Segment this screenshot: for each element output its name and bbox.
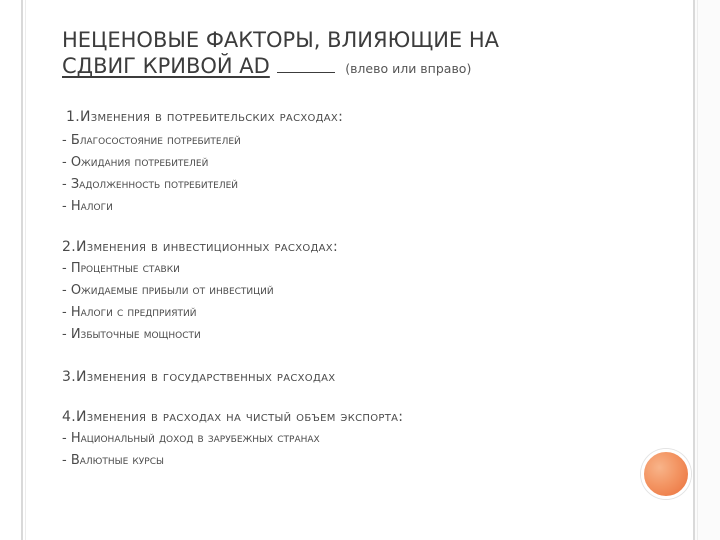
section-heading: 3.Изменения в государственных расходах (62, 369, 336, 385)
section-heading: 1.Изменения в потребительских расходах: (66, 109, 344, 125)
list-item: - Валютные курсы (62, 453, 164, 468)
list-item: - Процентные ставки (62, 261, 180, 276)
section-government (62, 366, 335, 388)
slide-title (62, 27, 682, 82)
title-underline-gap (277, 54, 335, 73)
list-item: - Избыточные мощности (62, 327, 201, 342)
section-investment (62, 236, 338, 346)
section-heading: 4.Изменения в расходах на чистый объем экспорта: (62, 409, 404, 425)
list-item: - Налоги (62, 199, 113, 214)
list-item: - Ожидания потребителей (62, 155, 209, 170)
right-border-line-inner (697, 0, 698, 540)
left-border-line (21, 0, 23, 540)
list-item: - Налоги с предприятий (62, 305, 197, 320)
left-border-line-inner (25, 0, 26, 540)
list-item: - Задолженность потребителей (62, 177, 239, 192)
list-item: - Национальный доход в зарубежных странах (62, 431, 320, 446)
list-item: - Благосостояние потребителей (62, 133, 241, 148)
right-border-line (693, 0, 695, 540)
section-consumer (66, 106, 343, 128)
section-heading: 2.Изменения в инвестиционных расходах: (62, 239, 338, 255)
title-note: (влево или вправо) (345, 61, 472, 76)
title-line-2-wrap (62, 53, 682, 82)
section-consumer-items (62, 130, 241, 218)
decorative-orange-circle (641, 449, 691, 499)
title-line-2: СДВИГ КРИВОЙ AD (62, 54, 270, 78)
title-line-1: НЕЦЕНОВЫЕ ФАКТОРЫ, ВЛИЯЮЩИЕ НА (62, 28, 500, 52)
section-net-exports (62, 406, 403, 472)
list-item: - Ожидаемые прибыли от инвестиций (62, 283, 274, 298)
